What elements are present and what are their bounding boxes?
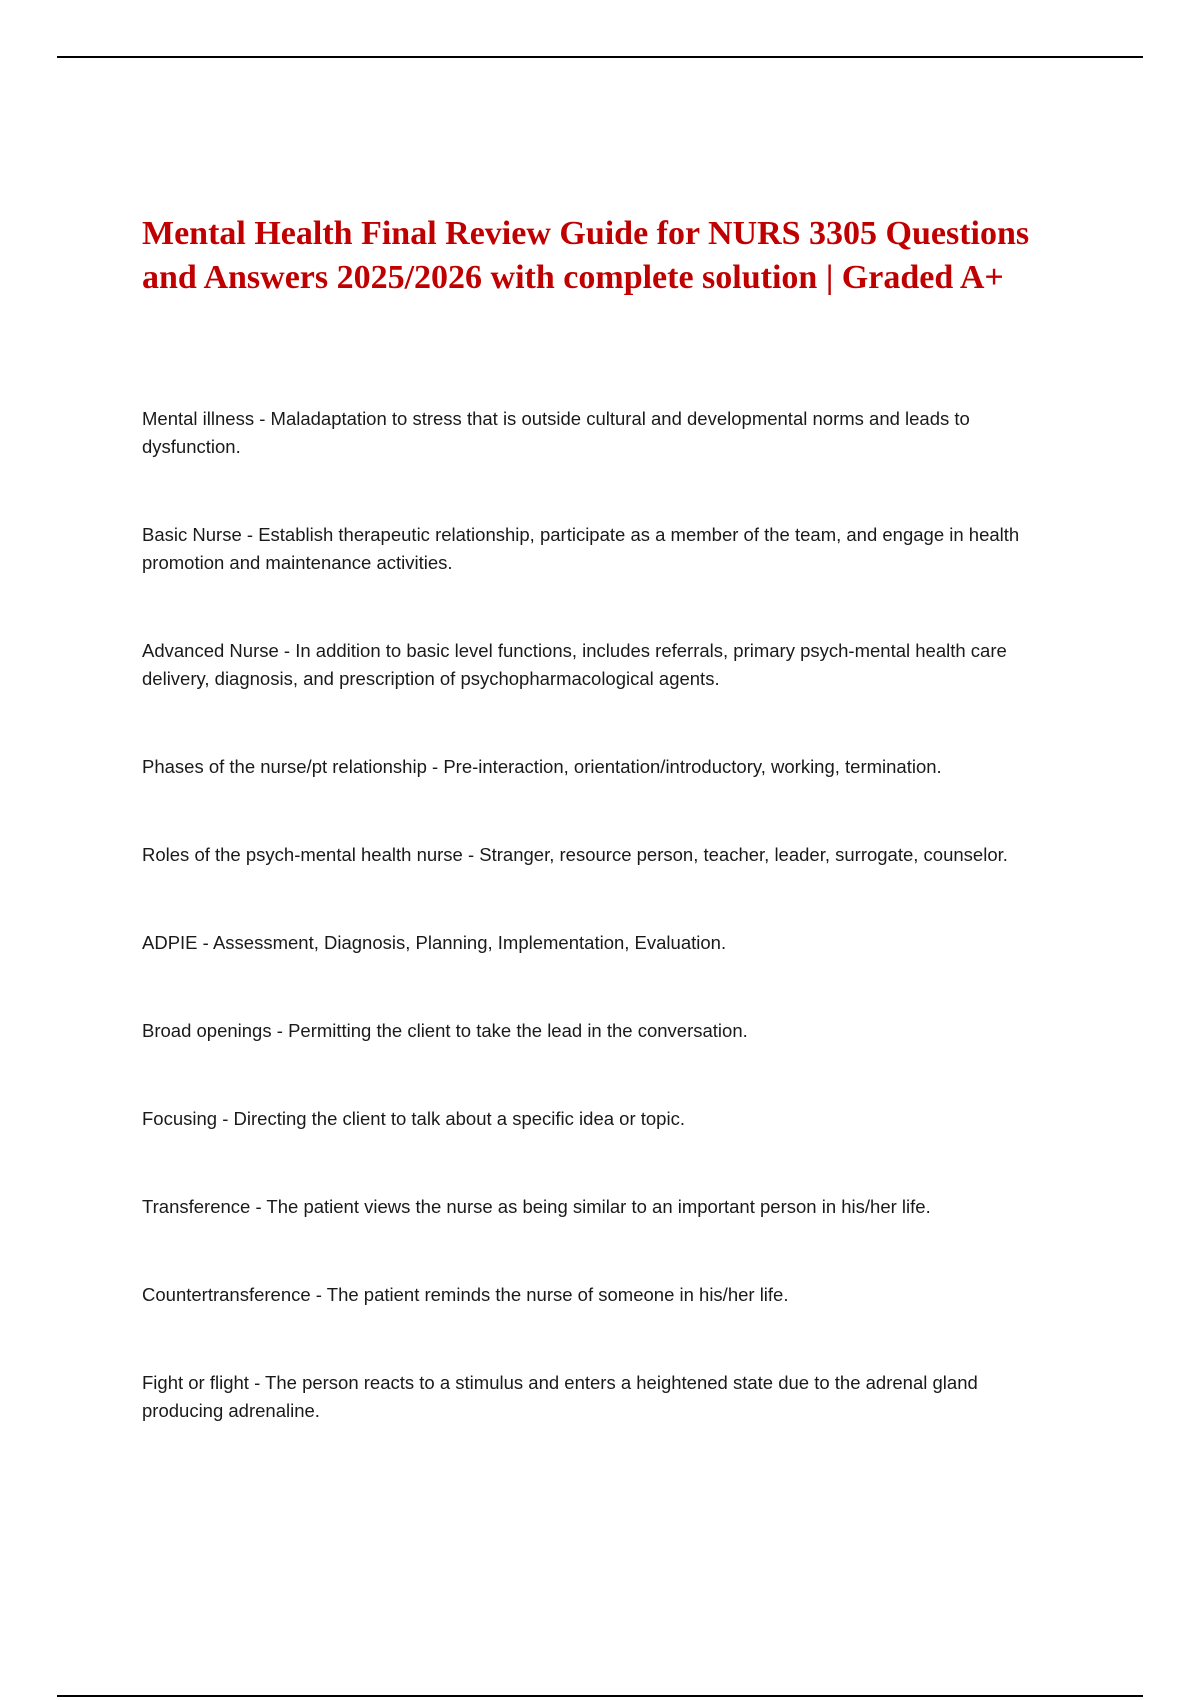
qa-entry (142, 637, 1047, 693)
qa-term: Transference (142, 1196, 251, 1217)
qa-definition: The person reacts to a stimulus and enters a heightened state due to the adrenal gland producing adrenaline. (142, 1372, 978, 1421)
qa-term: Basic Nurse (142, 524, 242, 545)
qa-separator: - (217, 1108, 234, 1129)
qa-entry (142, 929, 1047, 957)
qa-definition: In addition to basic level functions, includes referrals, primary psych-mental health care delivery, diagnosis, and prescription of psychopharmacological agents. (142, 640, 1007, 689)
qa-entry (142, 1105, 1047, 1133)
qa-definition: Stranger, resource person, teacher, leader, surrogate, counselor. (479, 844, 1008, 865)
qa-separator: - (250, 1196, 267, 1217)
qa-entry (142, 405, 1047, 461)
qa-definition: The patient views the nurse as being similar to an important person in his/her life. (266, 1196, 931, 1217)
qa-entry (142, 521, 1047, 577)
qa-definition: Maladaptation to stress that is outside cultural and developmental norms and leads to dysfunction. (142, 408, 970, 457)
qa-entry (142, 1369, 1047, 1425)
qa-separator: - (462, 844, 480, 865)
document-title: Mental Health Final Review Guide for NURS 3305 Questions and Answers 2025/2026 with complete solution | Graded A+ (142, 215, 1030, 296)
qa-definition: Establish therapeutic relationship, participate as a member of the team, and engage in health promotion and maintenance activities. (142, 524, 1020, 573)
qa-term: ADPIE (142, 932, 198, 953)
qa-separator: - (241, 524, 259, 545)
qa-definition: The patient reminds the nurse of someone in his/her life. (326, 1284, 789, 1305)
qa-separator: - (271, 1020, 289, 1041)
top-rule (57, 56, 1143, 58)
qa-separator: - (197, 932, 213, 953)
qa-term: Roles of the psych-mental health nurse (142, 844, 463, 865)
qa-separator: - (248, 1372, 266, 1393)
qa-entry (142, 753, 1047, 781)
qa-term: Fight or flight (142, 1372, 249, 1393)
qa-separator: - (278, 640, 296, 661)
qa-term: Phases of the nurse/pt relationship (142, 756, 427, 777)
qa-separator: - (310, 1284, 327, 1305)
qa-definition: Directing the client to talk about a specific idea or topic. (233, 1108, 685, 1129)
qa-term: Countertransference (142, 1284, 311, 1305)
qa-definition: Pre-interaction, orientation/introductory, working, termination. (443, 756, 942, 777)
qa-definition: Assessment, Diagnosis, Planning, Implementation, Evaluation. (212, 932, 727, 953)
qa-list (142, 405, 1047, 1485)
qa-definition: Permitting the client to take the lead in the conversation. (288, 1020, 748, 1041)
qa-term: Advanced Nurse (142, 640, 279, 661)
qa-entry (142, 841, 1047, 869)
qa-entry (142, 1193, 1047, 1221)
qa-separator: - (426, 756, 444, 777)
bottom-rule (57, 1695, 1143, 1697)
qa-entry (142, 1281, 1047, 1309)
qa-term: Focusing (142, 1108, 218, 1129)
qa-separator: - (254, 408, 271, 429)
qa-entry (142, 1017, 1047, 1045)
qa-term: Broad openings (142, 1020, 272, 1041)
qa-term: Mental illness (142, 408, 255, 429)
